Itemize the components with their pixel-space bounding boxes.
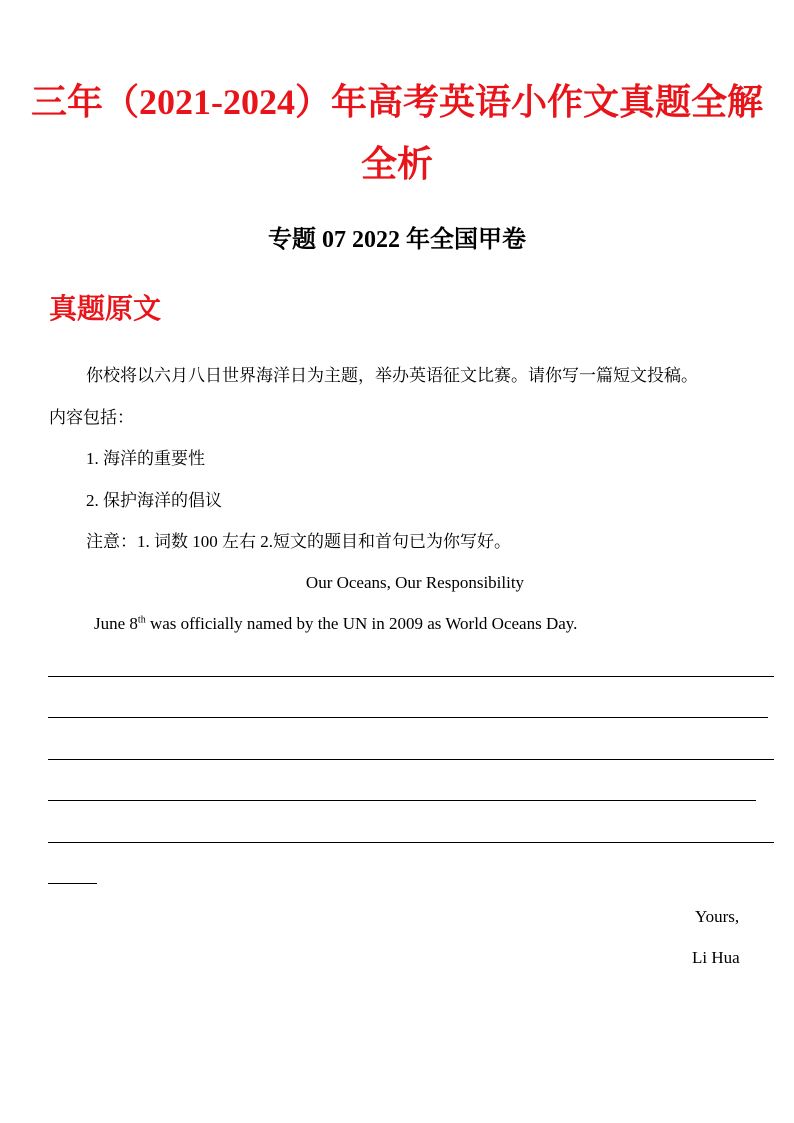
section-heading: 真题原文 (49, 294, 162, 325)
writing-line-6 (48, 883, 97, 884)
main-title-line1: 三年（2021-2024）年高考英语小作文真题全解 (31, 82, 763, 122)
prompt-line-1: 你校将以六月八日世界海洋日为主题，举办英语征文比赛。请你写一篇短文投稿。 (86, 366, 698, 385)
writing-line-5 (48, 842, 774, 843)
first-sentence (94, 614, 577, 634)
signature-text: Li Hua (692, 948, 740, 967)
first-sentence-date: June 8 (94, 614, 138, 633)
content-point-1: 1. 海洋的重要性 (86, 449, 205, 468)
writing-line-3 (48, 759, 774, 760)
content-point-2: 2. 保护海洋的倡议 (86, 491, 222, 510)
closing-text: Yours, (695, 907, 740, 926)
prompt-line-2: 内容包括： (49, 408, 134, 427)
writing-line-4 (48, 800, 756, 801)
writing-line-2 (48, 717, 768, 718)
first-sentence-superscript: th (137, 614, 146, 626)
essay-title: Our Oceans, Our Responsibility (305, 573, 525, 592)
note-line: 注意：1. 词数 100 左右 2.短文的题目和首句已为你写好。 (86, 532, 511, 551)
main-title-line2: 全析 (360, 144, 433, 184)
writing-line-1 (48, 676, 774, 677)
subtitle: 专题 07 2022 年全国甲卷 (268, 227, 526, 253)
first-sentence-rest: was officially named by the UN in 2009 as World Oceans Day. (145, 614, 578, 633)
